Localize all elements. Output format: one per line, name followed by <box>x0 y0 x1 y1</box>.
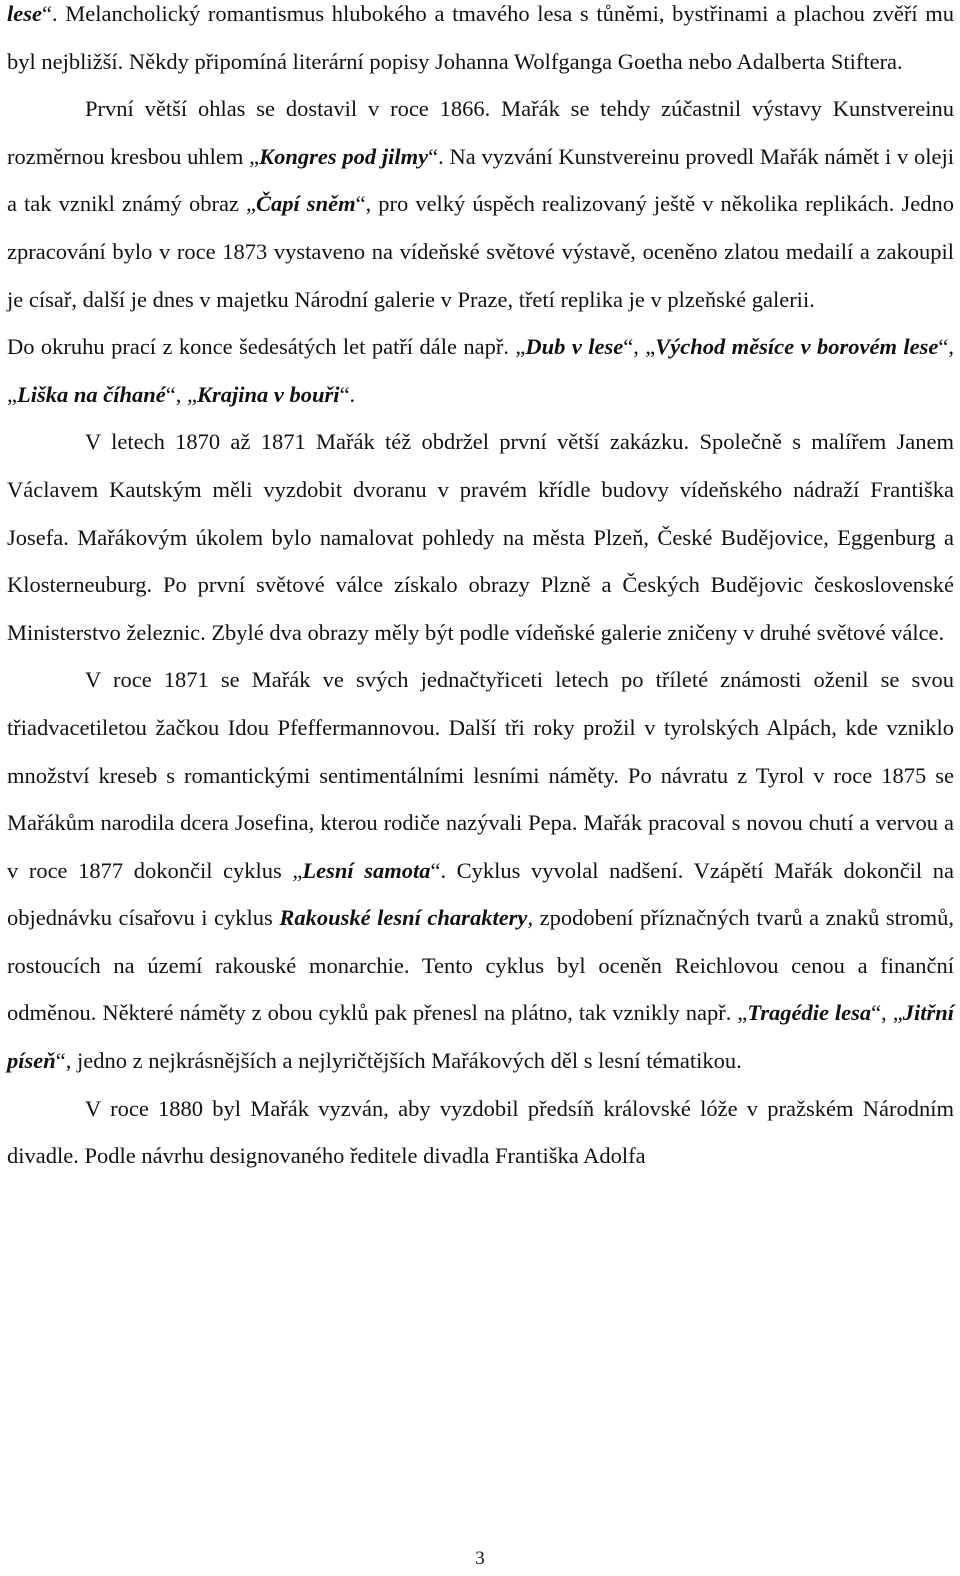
paragraph <box>7 1085 954 1180</box>
text-run: “, „ <box>871 1000 903 1026</box>
emphasized-title: Liška na číhané <box>17 381 166 407</box>
bold-italic-run <box>7 1 42 26</box>
emphasized-title: Východ měsíce v borovém lese <box>655 334 939 360</box>
bold-italic-run <box>302 858 430 883</box>
page-number: 3 <box>475 1548 485 1569</box>
text-run: V roce 1871 se Mařák ve svých jednačtyřiceti letech po tříleté známosti oženil se svou třiadvacetiletou žačkou Idou Pfeffermannovou. Další tři roky prožil v tyrolských Alpách, kde vzniklo množství kreseb s romantickými sentimentálními lesními náměty. Po návratu z Tyrol v roce 1875 se Mařákům narodila dcera Josefina, kterou rodiče nazývali Pepa. Mařák pracoval s novou chutí a vervou a v roce 1877 dokončil cyklus „ <box>7 667 954 883</box>
text-run: “. Melancholický romantismus hlubokého a tmavého lesa s tůněmi, bystřinami a plachou zvěří mu byl nejbližší. Někdy připomíná literární popisy Johanna Wolfganga Goetha nebo Adalberta Stiftera. <box>7 1 954 74</box>
paragraph <box>7 0 954 85</box>
paragraph <box>7 85 954 323</box>
bold-italic-run <box>197 382 340 407</box>
text-run: , zpodobení příznačných tvarů a znaků stromů, rostoucích na území rakouské monarchie. Tento cyklus byl oceněn Reichlovou cenou a finanční odměnou. Některé náměty z obou cyklů pak přenesl na plátno, tak vznikly např. „ <box>7 905 955 1026</box>
emphasized-title: Krajina v bouři <box>197 381 340 407</box>
emphasized-title: Kongres pod jilmy <box>259 143 429 169</box>
text-run: “. Na vyzvání Kunstvereinu provedl Mařák námět i v oleji a tak vznikl známý obraz „ <box>7 143 955 217</box>
emphasized-title: Čapí sněm <box>255 191 356 217</box>
text-run: “, „ <box>7 334 954 407</box>
text-run: V roce 1880 byl Mařák vyzván, aby vyzdobil předsíň královské lóže v pražském Národním divadle. Podle návrhu designovaného ředitele divadla Františka Adolfa <box>7 1095 954 1169</box>
text-run: “, „ <box>165 381 198 407</box>
bold-italic-run <box>259 144 428 169</box>
bold-italic-run <box>525 334 623 359</box>
paragraph <box>7 656 954 1084</box>
bold-italic-run <box>256 191 356 216</box>
paragraph <box>7 418 954 656</box>
text-run: “. <box>339 381 356 407</box>
text-run: “. Cyklus vyvolal nadšení. Vzápětí Mařák dokončil na objednávku císařovu i cyklus <box>7 857 954 931</box>
bold-italic-run <box>747 1000 871 1025</box>
bold-italic-run <box>17 382 166 407</box>
body-text <box>7 0 954 1180</box>
text-run: “, „ <box>623 334 656 360</box>
bold-italic-run <box>279 905 527 930</box>
text-run: První větší ohlas se dostavil v roce 1866. Mařák se tehdy zúčastnil výstavy Kunstvereinu rozměrnou kresbou uhlem „ <box>7 96 954 169</box>
emphasized-title: Jitřní píseň <box>7 1000 954 1074</box>
emphasized-title: Rakouské lesní charaktery <box>279 905 528 931</box>
emphasized-title: lese <box>7 1 42 26</box>
bold-italic-run <box>655 334 938 359</box>
emphasized-title: Lesní samota <box>302 857 431 883</box>
text-run: “, jedno z nejkrásnějších a nejlyričtějších Mařákových děl s lesní tématikou. <box>55 1048 742 1074</box>
emphasized-title: Dub v lese <box>525 334 624 360</box>
paragraph <box>7 323 954 418</box>
text-run: V letech 1870 až 1871 Mařák též obdržel první větší zakázku. Společně s malířem Janem Václavem Kautským měli vyzdobit dvoranu v pravém křídle budovy vídeňského nádraží Františka Josefa. Mařákovým úkolem bylo namalovat pohledy na města Plzeň, České Budějovice, Eggenburg a Klosterneuburg. Po první světové válce získalo obrazy Plzně a Českých Budějovic československé Ministerstvo železnic. Zbylé dva obrazy měly být podle vídeňské galerie zničeny v druhé světové válce. <box>7 429 954 645</box>
text-run: “, pro velký úspěch realizovaný ještě v několika replikách. Jedno zpracování bylo v roce 1873 vystaveno na vídeňské světové výstavě, oceněno zlatou medailí a zakoupil je císař, další je dnes v majetku Národní galerie v Praze, třetí replika je v plzeňské galerii. <box>7 191 954 312</box>
text-run: Do okruhu prací z konce šedesátých let patří dále např. „ <box>7 334 526 360</box>
emphasized-title: Tragédie lesa <box>747 1000 872 1026</box>
